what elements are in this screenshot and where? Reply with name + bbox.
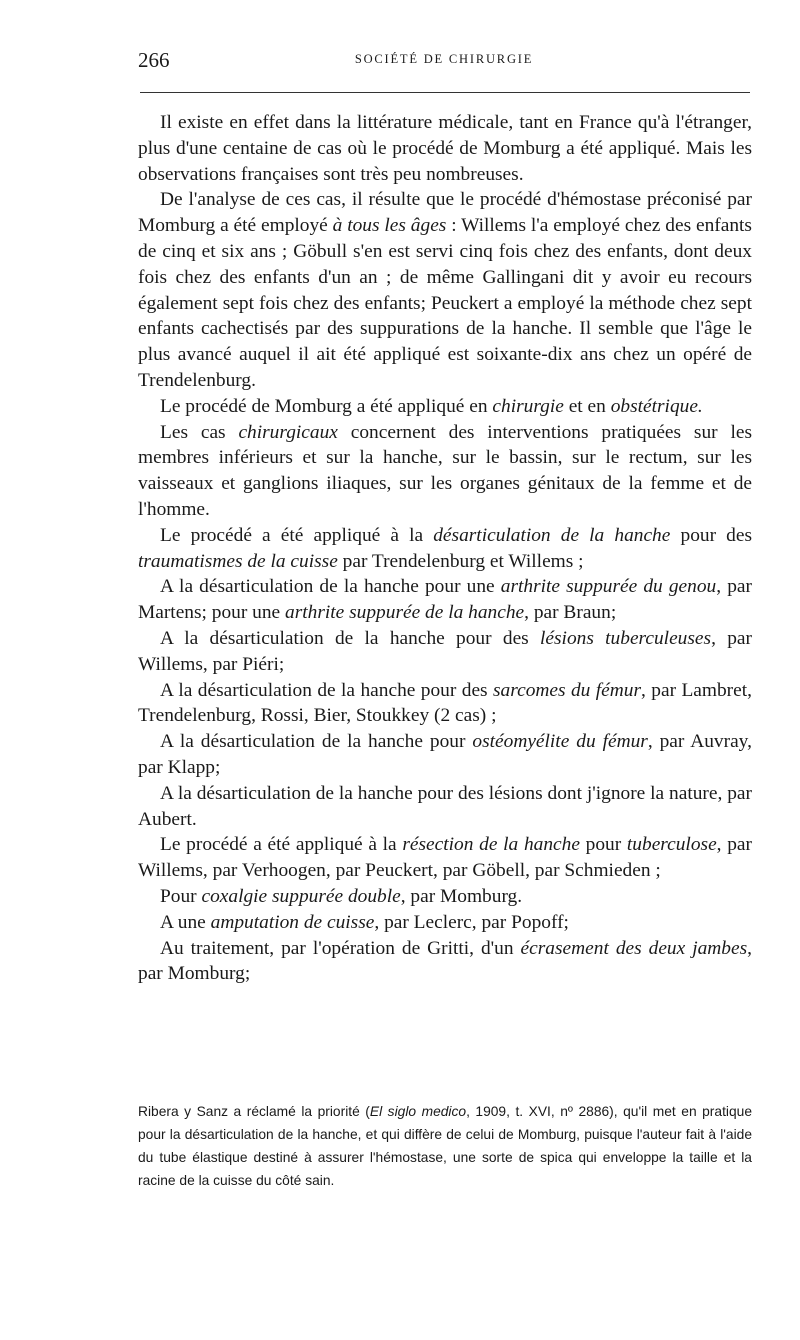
italic-text: lésions tuberculeuses bbox=[540, 627, 712, 649]
text-segment: et en bbox=[563, 395, 611, 417]
text-segment: A la désarticulation de la hanche pour des bbox=[160, 627, 541, 649]
text-segment: A la désarticulation de la hanche pour bbox=[160, 731, 473, 753]
text-segment: , par Martens; pour une bbox=[138, 576, 752, 624]
paragraph-p2 bbox=[138, 187, 752, 393]
text-segment: par Trendelenburg et Willems ; bbox=[337, 550, 584, 572]
text-segment: Les cas bbox=[160, 421, 239, 443]
text-segment: Le procédé de Momburg a été appliqué en bbox=[160, 395, 493, 417]
text-segment: A la désarticulation de la hanche pour des bbox=[160, 679, 494, 701]
header-rule bbox=[140, 92, 750, 93]
text-segment: pour bbox=[579, 834, 627, 856]
text-segment: De l'analyse de ces cas, il résulte que le procédé d'hémostase préconisé par Momburg a été employé bbox=[138, 189, 752, 237]
footnote-paragraph bbox=[138, 1100, 752, 1192]
italic-text: El siglo medico bbox=[369, 1104, 467, 1119]
paragraph-p12 bbox=[138, 884, 752, 910]
text-segment: , par Willems, par Verhoogen, par Peuckert, par Göbell, par Schmieden ; bbox=[138, 834, 752, 882]
text-segment: A la désarticulation de la hanche pour des lésions dont j'ignore la nature, par Aubert. bbox=[138, 782, 752, 830]
text-segment: , par Willems, par Piéri; bbox=[138, 627, 752, 675]
text-segment: concernent des interventions pratiquées sur les membres inférieurs et sur la hanche, sur le bassin, sur le rectum, sur les vaisseaux et ganglions iliaques, sur les organes génitaux de la femme et de l'homme. bbox=[138, 421, 752, 520]
text-segment: , par Braun; bbox=[524, 602, 617, 624]
italic-text: ostéomyélite du fémur bbox=[472, 731, 648, 753]
italic-text: tuberculose bbox=[626, 834, 717, 856]
text-segment: pour des bbox=[670, 524, 753, 546]
text-segment: , par Momburg; bbox=[138, 937, 752, 985]
paragraph-p1 bbox=[138, 110, 752, 187]
paragraph-p8 bbox=[138, 678, 752, 730]
italic-text: désarticulation de la hanche bbox=[433, 524, 671, 546]
page-number: 266 bbox=[138, 48, 170, 72]
text-segment: , par Auvray, par Klapp; bbox=[138, 731, 752, 778]
paragraph-p9 bbox=[138, 729, 752, 781]
paragraph-p11 bbox=[138, 832, 752, 884]
italic-text: résection de la hanche bbox=[402, 834, 580, 856]
italic-text: coxalgie suppurée double bbox=[201, 885, 401, 907]
footnote bbox=[138, 1100, 752, 1192]
paragraph-p3 bbox=[138, 394, 752, 420]
italic-text: sarcomes du fémur bbox=[493, 679, 642, 701]
text-segment: Au traitement, par l'opération de Gritti, d'un bbox=[160, 937, 521, 959]
body-text bbox=[138, 110, 752, 987]
italic-text: amputation de cuisse bbox=[210, 911, 375, 933]
text-segment: A la désarticulation de la hanche pour une bbox=[160, 576, 501, 598]
text-segment: Le procédé a été appliqué à la bbox=[160, 834, 403, 856]
paragraph-p13 bbox=[138, 910, 752, 936]
text-segment: Pour bbox=[160, 885, 202, 907]
paragraph-p6 bbox=[138, 574, 752, 626]
page-header bbox=[138, 48, 750, 74]
italic-text: obstétrique. bbox=[610, 395, 703, 417]
italic-text: arthrite suppurée du genou bbox=[500, 576, 717, 598]
italic-text: traumatismes de la cuisse bbox=[138, 550, 338, 572]
paragraph-p4 bbox=[138, 420, 752, 523]
paragraph-p14 bbox=[138, 936, 752, 988]
text-segment: Il existe en effet dans la littérature médicale, tant en France qu'à l'étranger, plus d'une centaine de cas où le procédé de Momburg a été appliqué. Mais les observations françaises sont très peu nombreuses. bbox=[138, 112, 752, 185]
italic-text: chirurgie bbox=[492, 395, 564, 417]
italic-text: chirurgicaux bbox=[238, 421, 338, 443]
italic-text: à tous les âges bbox=[332, 215, 447, 237]
text-segment: , par Lambret, Trendelenburg, Rossi, Bier, Stoukkey (2 cas) ; bbox=[138, 679, 752, 727]
paragraph-p5 bbox=[138, 523, 752, 575]
text-segment: Le procédé a été appliqué à la bbox=[160, 524, 434, 546]
text-segment: Ribera y Sanz a réclamé la priorité ( bbox=[138, 1104, 370, 1119]
italic-text: arthrite suppurée de la hanche bbox=[285, 602, 525, 624]
text-segment: , par Momburg. bbox=[400, 885, 523, 907]
text-segment: , par Leclerc, par Popoff; bbox=[374, 911, 569, 933]
running-title: SOCIÉTÉ DE CHIRURGIE bbox=[354, 52, 534, 66]
paragraph-p10 bbox=[138, 781, 752, 833]
text-segment: A une bbox=[160, 911, 211, 933]
text-segment: , 1909, t. XVI, nº 2886), qu'il met en pratique pour la désarticulation de la hanche, et qui diffère de celui de Momburg, puisque l'auteur fait à l'aide du tube élastique destiné à assurer l'hémostase, une sorte de spica qui enveloppe la taille et la racine de la cuisse du côté sain. bbox=[138, 1104, 752, 1188]
text-segment: : Willems l'a employé chez des enfants de cinq et six ans ; Göbull s'en est servi cinq fois chez des enfants, dont deux fois chez des enfants d'un an ; de même Gallingani dit y avoir eu recours également sept fois chez des enfants; Peuckert a employé la méthode chez sept enfants cachectisés par des suppurations de la hanche. Il semble que l'âge le plus avancé auquel il ait été appliqué est soixante-dix ans chez un opéré de Trendelenburg. bbox=[138, 215, 752, 391]
italic-text: écrasement des deux jambes bbox=[520, 937, 748, 959]
paragraph-p7 bbox=[138, 626, 752, 678]
